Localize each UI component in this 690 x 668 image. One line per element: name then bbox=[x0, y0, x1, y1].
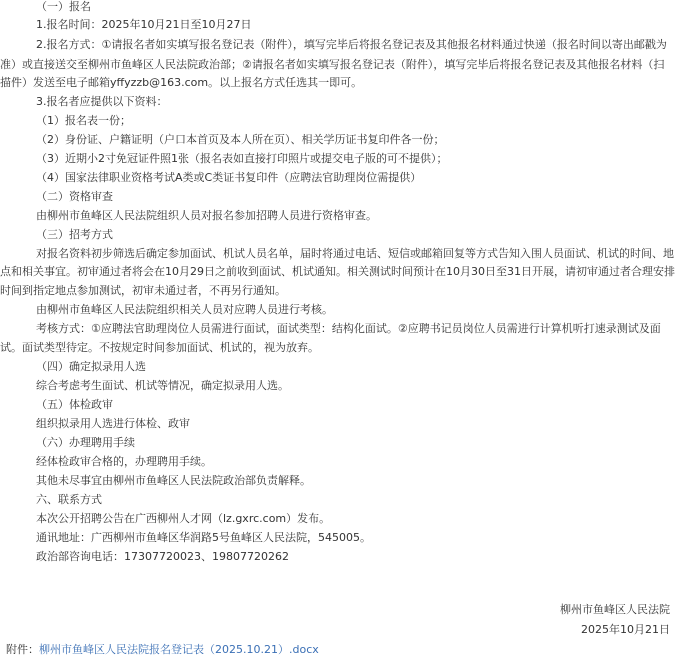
registration-line: 3.报名者应提供以下资料： bbox=[36, 95, 168, 108]
registration-line: （3）近期小2寸免冠证件照1张（报名表如直接打印照片或提交电子版的可不提供）； bbox=[36, 152, 448, 165]
registration-line: 描件）发送至电子邮箱yffyzzb@163.com。以上报名方式任选其一即可。 bbox=[0, 76, 363, 89]
attachment-row bbox=[6, 641, 319, 659]
selection-line: 综合考虑考生面试、机试等情况，确定拟录用人选。 bbox=[36, 379, 289, 392]
registration-line: 1.报名时间：2025年10月21日至10月27日 bbox=[36, 18, 252, 31]
attachment-link[interactable]: 柳州市鱼峰区人民法院报名登记表（2025.10.21）.docx bbox=[39, 643, 319, 656]
exam-line: 对报名资料初步筛选后确定参加面试、机试人员名单，届时将通过电话、短信或邮箱回复等方式告知入围人员面试、机试的时间、地 bbox=[36, 247, 674, 260]
hiring-line: 其他未尽事宜由柳州市鱼峰区人民法院政治部负责解释。 bbox=[36, 474, 311, 487]
attachment-label: 附件： bbox=[6, 643, 39, 656]
exam-line: 考核方式：①应聘法官助理岗位人员需进行面试，面试类型：结构化面试。②应聘书记员岗位人员需进行计算机听打速录测试及面 bbox=[36, 322, 661, 335]
review-line: 由柳州市鱼峰区人民法院组织人员对报名参加招聘人员进行资格审查。 bbox=[36, 209, 377, 222]
contact-line: 本次公开招聘公告在广西柳州人才网（lz.gxrc.com）发布。 bbox=[36, 512, 331, 525]
signature-date: 2025年10月21日 bbox=[581, 623, 670, 636]
section-heading-contact: 六、联系方式 bbox=[36, 493, 102, 506]
exam-line: 点和相关事宜。初审通过者将会在10月29日之前收到面试、机试通知。相关测试时间预计在10月30日至31日开展，请初审通过者合理安排 bbox=[0, 265, 675, 278]
registration-line: （4）国家法律职业资格考试A类或C类证书复印件（应聘法官助理岗位需提供） bbox=[36, 171, 422, 184]
exam-line: 时间到指定地点参加测试，初审未通过者，不再另行通知。 bbox=[0, 284, 286, 297]
registration-line: （2）身份证、户籍证明（户口本首页及本人所在页）、相关学历证书复印件各一份； bbox=[36, 133, 445, 146]
section-heading-exam: （三）招考方式 bbox=[36, 228, 113, 241]
signature-org: 柳州市鱼峰区人民法院 bbox=[560, 603, 670, 616]
section-heading-hiring: （六）办理聘用手续 bbox=[36, 436, 135, 449]
exam-line: 由柳州市鱼峰区人民法院组织相关人员对应聘人员进行考核。 bbox=[36, 303, 333, 316]
section-heading-review: （二）资格审查 bbox=[36, 190, 113, 203]
registration-line: （1）报名表一份； bbox=[36, 114, 131, 127]
registration-line: 2.报名方式：①请报名者如实填写报名登记表（附件），填写完毕后将报名登记表及其他报名材料通过快递（报名时间以寄出邮戳为 bbox=[36, 38, 667, 51]
physical-line: 组织拟录用人选进行体检、政审 bbox=[36, 417, 190, 430]
hiring-line: 经体检政审合格的，办理聘用手续。 bbox=[36, 455, 212, 468]
section-heading-physical: （五）体检政审 bbox=[36, 398, 113, 411]
section-heading-selection: （四）确定拟录用人选 bbox=[36, 360, 146, 373]
contact-line: 政治部咨询电话：17307720023、19807720262 bbox=[36, 550, 289, 563]
registration-line: 准）或直接送交至柳州市鱼峰区人民法院政治部；②请报名者如实填写报名登记表（附件），填写完毕后将报名登记表及其他报名材料（扫 bbox=[0, 58, 665, 71]
exam-line: 试。面试类型待定。不按规定时间参加面试、机试的，视为放弃。 bbox=[0, 341, 319, 354]
section-heading-registration: （一）报名 bbox=[36, 0, 91, 13]
contact-line: 通讯地址：广西柳州市鱼峰区华润路5号鱼峰区人民法院，545005。 bbox=[36, 531, 371, 544]
